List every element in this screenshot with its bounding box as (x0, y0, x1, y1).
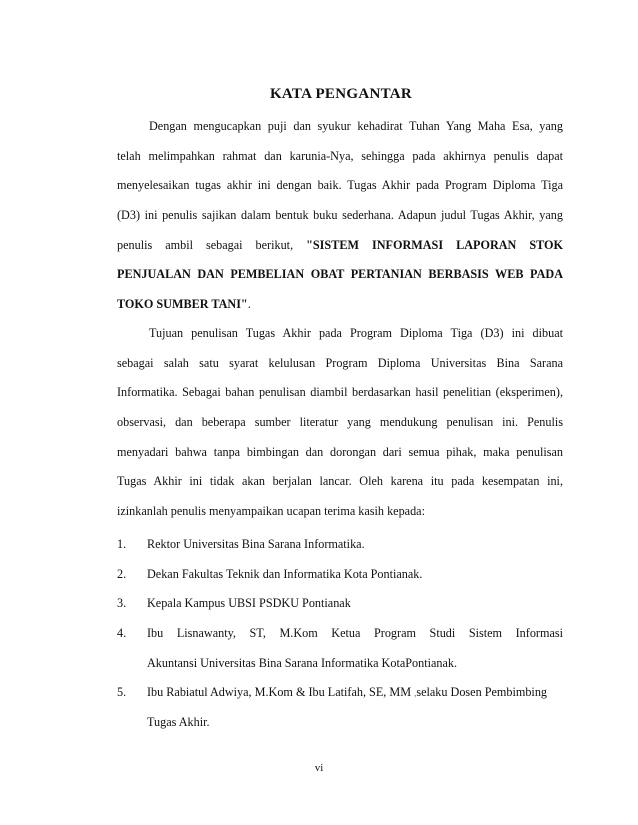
paragraph-intro (117, 118, 563, 326)
red-mark: , (414, 688, 417, 699)
list-number: 1. (117, 537, 127, 551)
thesis-title-part: PENJUALAN DAN PEMBELIAN OBAT PERTANIAN BERBASIS WEB PADA (117, 267, 563, 282)
paragraph-line: izinkanlah penulis menyampaikan ucapan terima kasih kepada: (117, 504, 425, 519)
paragraph-text: . (247, 297, 251, 312)
page-title: KATA PENGANTAR (269, 86, 413, 102)
list-text: Rektor Universitas Bina Sarana Informatika. (147, 537, 365, 551)
paragraph-line: Tujuan penulisan Tugas Akhir pada Program Diploma Tiga (D3) ini dibuat (149, 326, 563, 340)
page-number: vi (314, 762, 324, 774)
list-item (117, 684, 563, 714)
paragraph-line: (D3) ini penulis sajikan dalam bentuk buku sederhana. Adapun judul Tugas Akhir, yang (117, 208, 563, 223)
paragraph-line (117, 237, 563, 267)
list-text: Dekan Fakultas Teknik dan Informatika Kota Pontianak. (147, 566, 423, 581)
paragraph-line: telah melimpahkan rahmat dan karunia-Nya, sehingga pada akhirnya penulis dapat (117, 148, 563, 163)
paragraph-line: sebagai salah satu syarat kelulusan Program Diploma Universitas Bina Sarana (117, 355, 563, 370)
list-item-continuation (117, 655, 563, 685)
list-text: Akuntansi Universitas Bina Sarana Informatika KotaPontianak. (147, 655, 458, 670)
paragraph-line: Dengan mengucapkan puji dan syukur kehadirat Tuhan Yang Maha Esa, yang (149, 119, 563, 133)
paragraph-purpose (117, 325, 563, 533)
list-text: Tugas Akhir. (147, 715, 210, 730)
paragraph-line: Tugas Akhir ini tidak akan berjalan lancar. Oleh karena itu pada kesempatan ini, (117, 474, 563, 489)
paragraph-line: Informatika. Sebagai bahan penulisan diambil berdasarkan hasil penelitian (eksperimen), (117, 385, 563, 400)
list-item (117, 625, 563, 655)
list-text: Ibu Lisnawanty, ST, M.Kom Ketua Program Studi Sistem Informasi (147, 626, 563, 641)
list-item (117, 595, 563, 625)
list-number: 5. (117, 685, 127, 700)
paragraph-line: menyelesaikan tugas akhir ini dengan baik. Tugas Akhir pada Program Diploma Tiga (117, 178, 563, 193)
thesis-title-part: TOKO SUMBER TANI" (117, 297, 248, 312)
list-item (117, 566, 563, 596)
paragraph-text: penulis ambil sebagai berikut, (117, 237, 294, 252)
list-text-part: Ibu Rabiatul Adwiya, M.Kom & Ibu Latifah, SE, MM (147, 685, 412, 700)
list-item-continuation (117, 714, 563, 744)
thesis-title-part: "SISTEM INFORMASI LAPORAN STOK (306, 237, 564, 252)
list-text: Kepala Kampus UBSI PSDKU Pontianak (147, 596, 351, 611)
list-number: 2. (117, 566, 127, 581)
list-text (147, 684, 547, 701)
list-item (117, 536, 563, 566)
list-number: 3. (117, 596, 127, 611)
paragraph-line: menyadari bahwa tanpa bimbingan dan dorongan dari semua pihak, maka penulisan (117, 444, 563, 459)
list-number: 4. (117, 626, 127, 641)
paragraph-line: observasi, dan beberapa sumber literatur yang mendukung penulisan ini. Penulis (117, 415, 563, 430)
list-text-part: selaku Dosen Pembimbing (416, 685, 548, 700)
acknowledgement-list (117, 536, 563, 744)
paragraph-line (117, 296, 563, 326)
